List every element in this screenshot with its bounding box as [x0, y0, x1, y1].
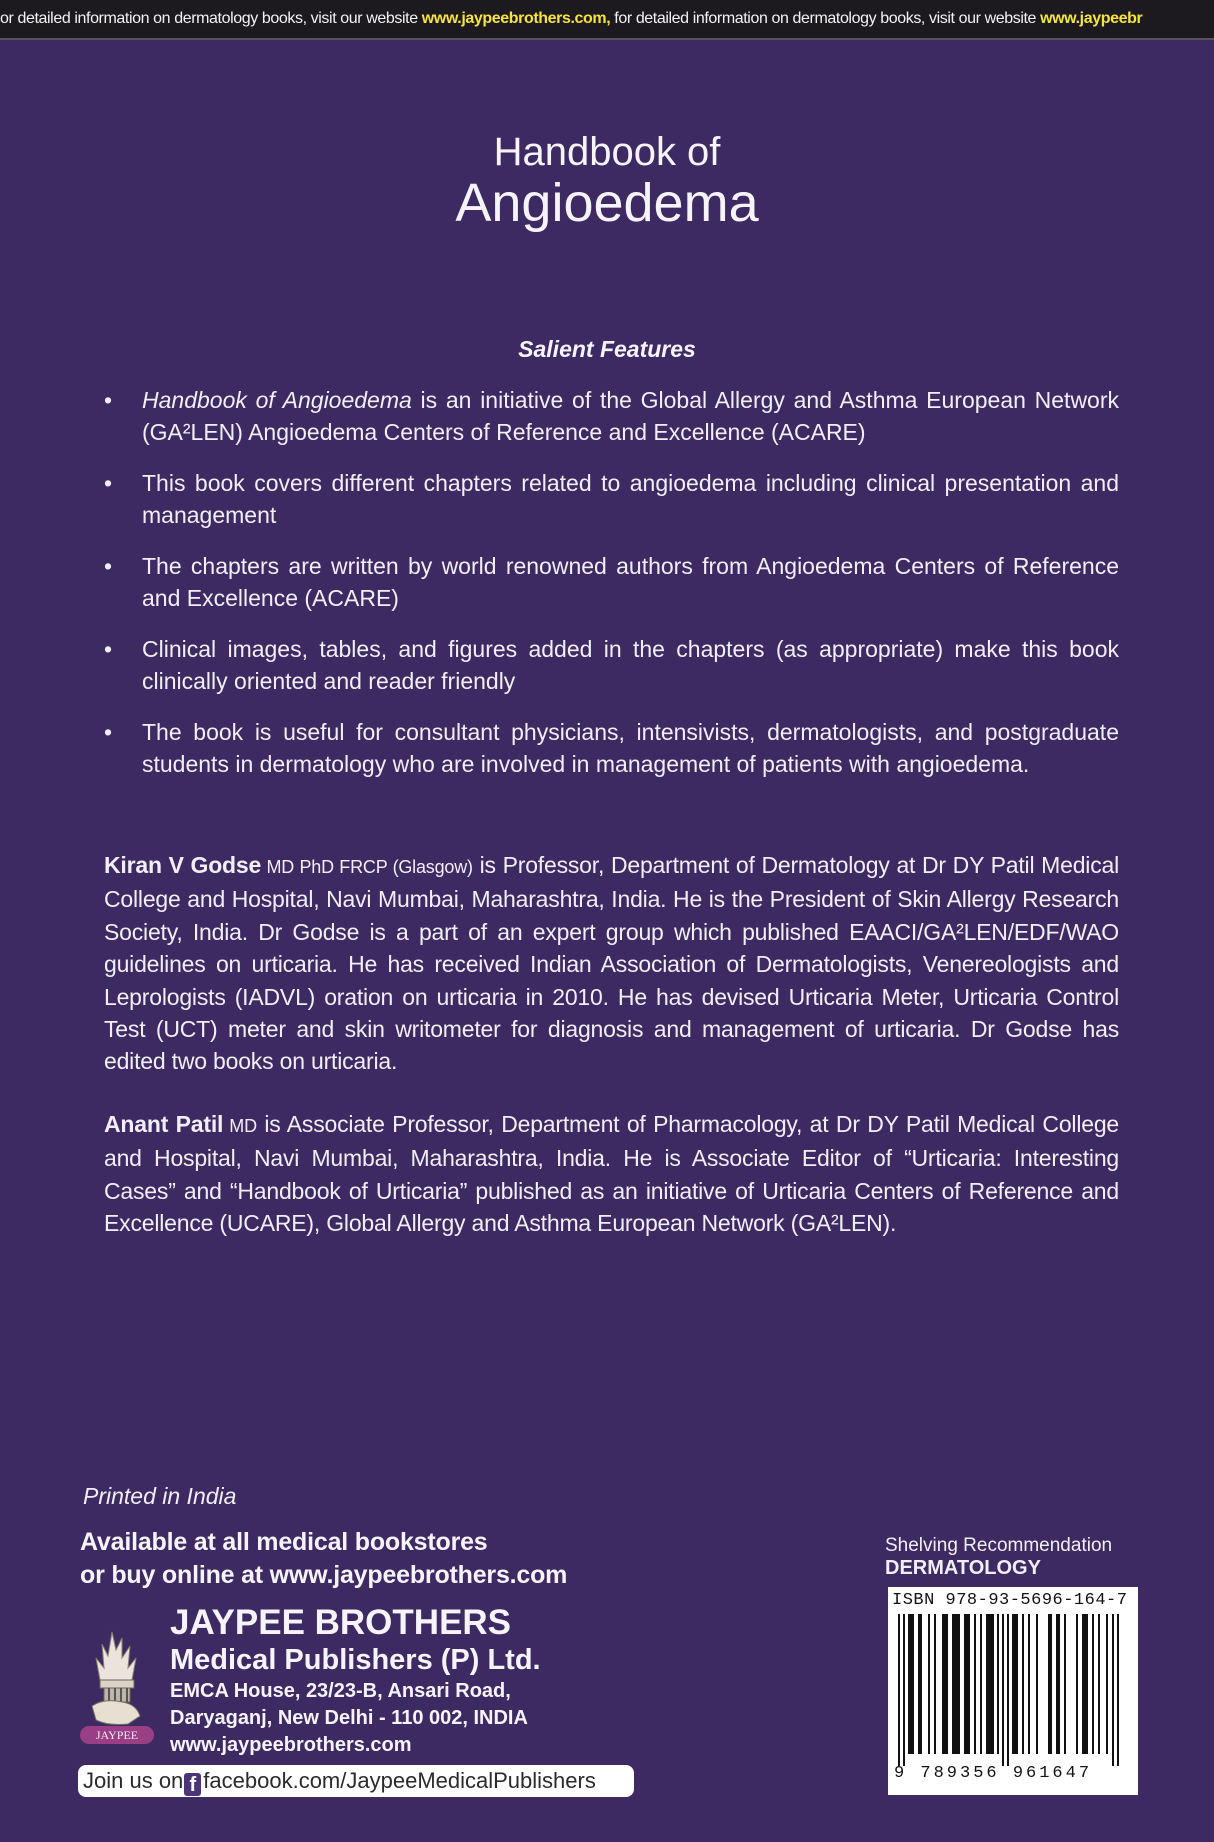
feature-text: This book covers different chapters related to angioedema including clinical presentation and management [142, 470, 1119, 528]
feature-item [104, 716, 1119, 780]
shelving-label: Shelving Recommendation [885, 1535, 1113, 1556]
publisher-address-line1: EMCA House, 23/23-B, Ansari Road, [170, 1680, 511, 1702]
availability-text [80, 1526, 567, 1592]
facebook-link[interactable]: facebook.com/JaypeeMedicalPublishers [203, 1768, 596, 1793]
feature-text: Clinical images, tables, and figures added in the chapters (as appropriate) make this book clinically oriented and reader friendly [142, 636, 1119, 694]
shelving-recommendation [885, 1534, 1112, 1580]
jaypee-torch-logo-icon [78, 1628, 158, 1746]
author-bio-text: is Professor, Department of Dermatology at Dr DY Patil Medical College and Hospital, Navi Mumbai, Maharashtra, India. He is the President of Skin Allergy Research Society, India. Dr Godse is a part of an expert group which published EAACI/GA²LEN/EDF/WAO guidelines on urticaria. He has received Indian Association of Dermatologists, Venereologists and Leprologists (IADVL) oration on urticaria in 2010. He has devised Urticaria Meter, Urticaria Control Test (UCT) meter and skin writometer for diagnosis and management of urticaria. Dr Godse has edited two books on urticaria. [104, 852, 1119, 1075]
author-credentials: MD [223, 1116, 257, 1136]
feature-text: is an initiative of the Global Allergy and Asthma European Network (GA²LEN) Angioedema Centers of Reference and Excellence (ACARE) [142, 387, 1119, 445]
publisher-subtitle: Medical Publishers (P) Ltd. [170, 1644, 541, 1676]
facebook-icon: f [184, 1773, 201, 1796]
feature-text: The book is useful for consultant physicians, intensivists, dermatologists, and postgraduate students in dermatology who are involved in management of patients with angioedema. [142, 719, 1119, 777]
facebook-join-box[interactable] [78, 1765, 634, 1797]
shelving-category: DERMATOLOGY [885, 1557, 1041, 1579]
bullet-icon: • [104, 470, 113, 496]
publisher-name: JAYPEE BROTHERS [170, 1603, 512, 1642]
bullet-icon: • [104, 636, 113, 662]
author-bio-text: is Associate Professor, Department of Pharmacology, at Dr DY Patil Medical College and Hospital, Navi Mumbai, Maharashtra, India. He is Associate Editor of “Urticaria: Interesting Cases” and “Handbook of Urticaria” published as an initiative of Urticaria Centers of Reference and Excellence (UCARE), Global Allergy and Asthma European Network (GA²LEN). [104, 1111, 1120, 1237]
logo-label: JAYPEE [95, 1728, 139, 1742]
barcode-bars-icon [898, 1614, 1132, 1766]
availability-line2: or buy online at www.jaypeebrothers.com [80, 1561, 568, 1589]
availability-line1: Available at all medical bookstores [80, 1528, 488, 1556]
features-list [104, 384, 1119, 799]
feature-item [104, 550, 1119, 614]
author-bio [104, 849, 1119, 1078]
feature-item [104, 467, 1119, 531]
book-title-line1: Handbook of [493, 130, 721, 174]
printed-in-label: Printed in India [83, 1483, 237, 1509]
feature-item [104, 633, 1119, 697]
feature-italic-title: Handbook of Angioedema [142, 387, 412, 413]
author-name: Kiran V Godse [104, 852, 262, 878]
ean-right-group: 961647 [1012, 1764, 1093, 1783]
banner-website-link[interactable]: www.jaypeebr [1040, 10, 1143, 27]
website-banner [0, 0, 1214, 40]
isbn-number: ISBN 978-93-5696-164-7 [892, 1591, 1128, 1610]
author-name: Anant Patil [104, 1111, 224, 1137]
bullet-icon: • [104, 719, 113, 745]
isbn-barcode [888, 1587, 1138, 1795]
author-bio [104, 1108, 1119, 1240]
ean-digits [892, 1764, 1134, 1783]
publisher-block [170, 1604, 541, 1759]
banner-website-link[interactable]: www.jaypeebrothers.com, [421, 10, 611, 27]
ean-first-digit: 9 [894, 1764, 908, 1783]
features-heading: Salient Features [518, 336, 696, 362]
feature-text: The chapters are written by world renowned authors from Angioedema Centers of Reference and Excellence (ACARE) [142, 553, 1119, 611]
banner-text: or detailed information on dermatology books, visit our website [0, 10, 422, 27]
banner-text: for detailed information on dermatology books, visit our website [610, 10, 1041, 27]
join-us-label: Join us on [83, 1768, 184, 1793]
author-credentials: MD PhD FRCP (Glasgow) [261, 857, 473, 877]
bullet-icon: • [104, 553, 113, 579]
publisher-website-link[interactable]: www.jaypeebrothers.com [170, 1734, 412, 1756]
ean-left-group: 789356 [920, 1764, 1000, 1783]
publisher-address-line2: Daryaganj, New Delhi - 110 002, INDIA [170, 1707, 528, 1729]
book-title-line2: Angioedema [455, 173, 759, 233]
feature-item [104, 384, 1119, 448]
bullet-icon: • [104, 387, 113, 413]
